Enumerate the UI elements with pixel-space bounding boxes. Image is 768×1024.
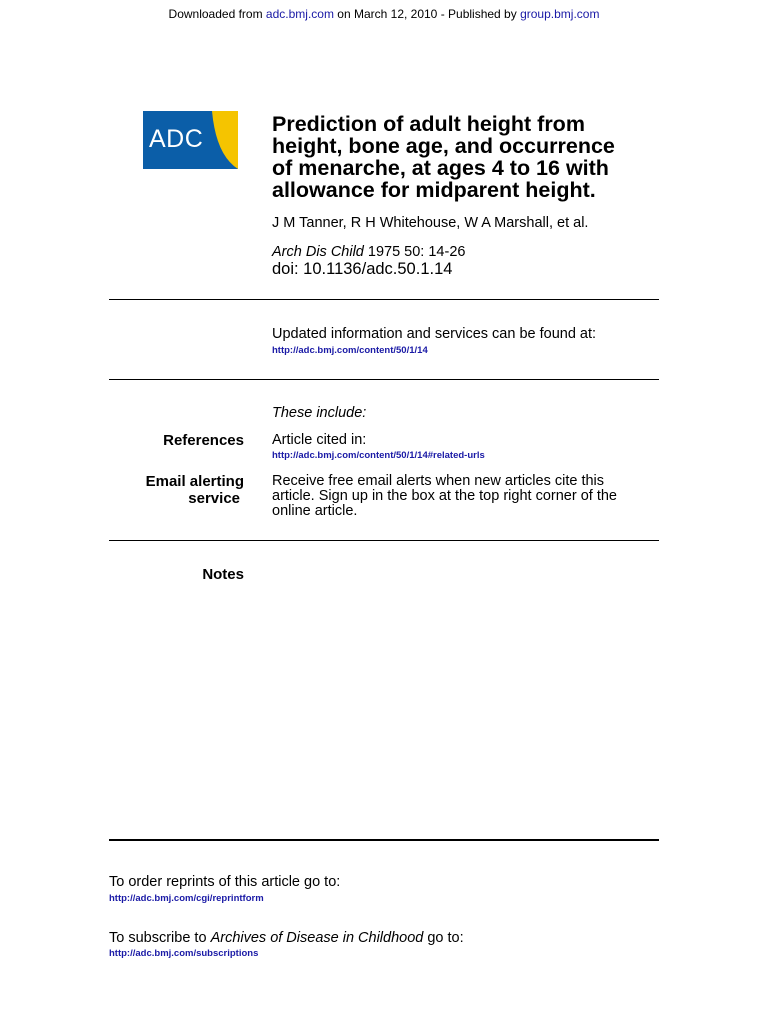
notes-label: Notes (202, 566, 244, 583)
title-line: of menarche, at ages 4 to 16 with (272, 156, 609, 180)
email-text-line: online article. (272, 503, 358, 519)
updated-info-link[interactable]: http://adc.bmj.com/content/50/1/14 (272, 345, 428, 356)
divider (109, 379, 659, 380)
divider (109, 540, 659, 541)
subscribe-suffix: go to: (423, 930, 464, 946)
subscribe-journal: Archives of Disease in Childhood (210, 930, 424, 946)
references-label: References (163, 432, 244, 449)
article-doi: doi: 10.1136/adc.50.1.14 (272, 260, 453, 278)
download-middle: on March 12, 2010 - Published by (333, 7, 521, 21)
title-line: allowance for midparent height. (272, 178, 596, 202)
site-link[interactable]: adc.bmj.com (265, 7, 334, 21)
adc-logo (143, 111, 238, 169)
includes-heading-text: These include: (272, 405, 367, 421)
includes-heading (272, 406, 366, 421)
divider (109, 299, 659, 300)
reprints-link[interactable]: http://adc.bmj.com/cgi/reprintform (109, 893, 264, 904)
logo-yellow-shape (212, 111, 238, 169)
references-link[interactable]: http://adc.bmj.com/content/50/1/14#related-urls (272, 450, 485, 461)
subscribe-text (109, 930, 464, 946)
subscribe-link[interactable]: http://adc.bmj.com/subscriptions (109, 948, 259, 959)
logo-text: ADC (149, 125, 204, 153)
title-line: height, bone age, and occurrence (272, 134, 615, 158)
email-text-line: Receive free email alerts when new articles cite this (272, 473, 605, 489)
email-label-line: Email alerting (145, 473, 244, 490)
article-title (272, 113, 672, 201)
reprints-text: To order reprints of this article go to: (109, 874, 341, 890)
email-label-line: service (188, 490, 240, 507)
references-text: Article cited in: (272, 432, 367, 448)
updated-info-text: Updated information and services can be found at: (272, 326, 597, 342)
publisher-link[interactable]: group.bmj.com (520, 7, 600, 21)
article-authors: J M Tanner, R H Whitehouse, W A Marshall, et al. (272, 215, 589, 231)
email-text-line: article. Sign up in the box at the top right corner of the (272, 488, 617, 504)
title-line: Prediction of adult height from (272, 112, 585, 136)
journal-abbrev: Arch Dis Child (272, 244, 364, 260)
article-citation (272, 244, 465, 260)
email-alerting-label (146, 473, 244, 507)
download-notice (0, 7, 768, 21)
email-alerting-text (272, 474, 617, 519)
footer-divider (109, 839, 659, 841)
download-prefix: Downloaded from (168, 7, 266, 21)
citation-details: 1975 50: 14-26 (363, 244, 466, 260)
subscribe-prefix: To subscribe to (109, 930, 211, 946)
